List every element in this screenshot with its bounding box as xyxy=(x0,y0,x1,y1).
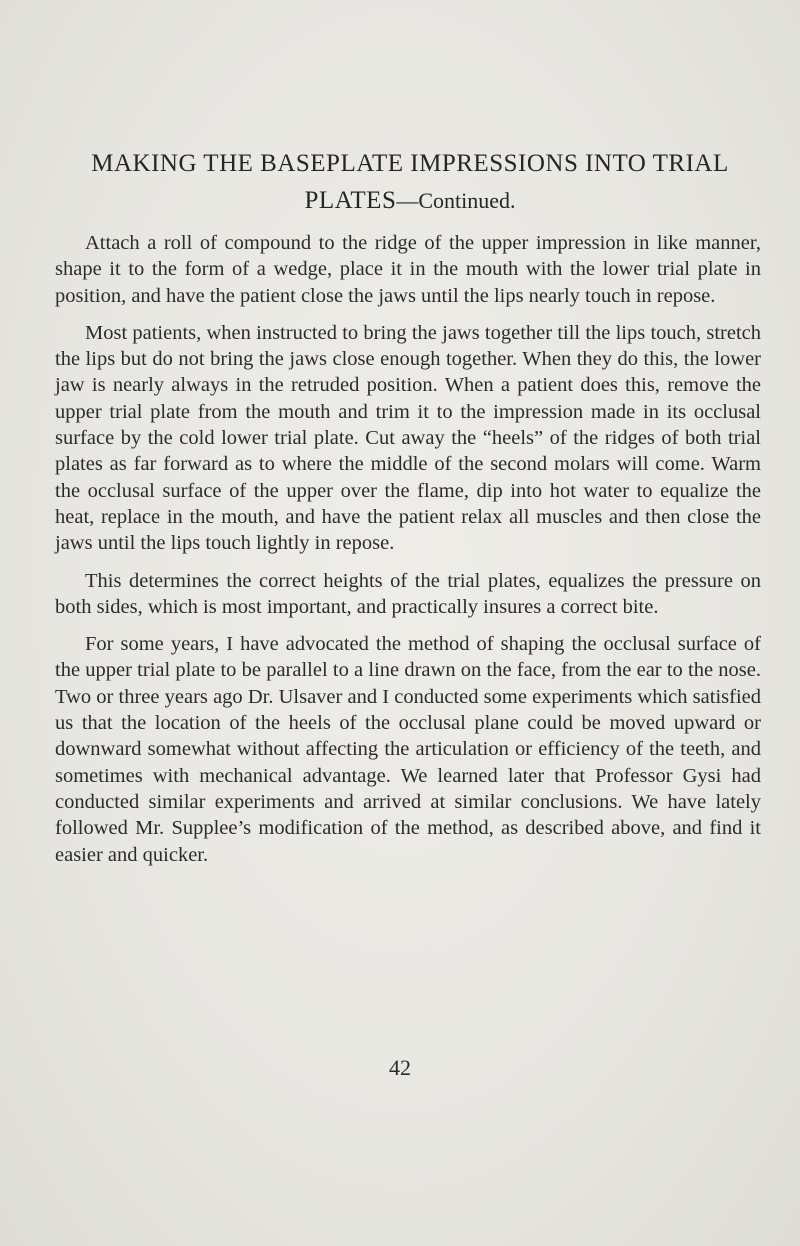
paragraph: Attach a roll of compound to the ridge of the upper impression in like manner, shape it to the form of a wedge, place it in the mouth with the lower trial plate in position, and have the patient close the jaws until the lips nearly touch in repose. xyxy=(55,232,761,307)
heading-line-2 xyxy=(60,182,760,219)
heading-line-1: MAKING THE BASEPLATE IMPRESSIONS INTO TRIAL xyxy=(91,150,729,177)
paragraph: This determines the correct heights of the trial plates, equalizes the pressure on both sides, which is most important, and practically insures a correct bite. xyxy=(55,569,761,618)
page-number: 42 xyxy=(389,1055,411,1080)
body-text xyxy=(55,230,761,879)
section-heading xyxy=(60,145,760,219)
paragraph: For some years, I have advocated the method of shaping the occlusal surface of the upper trial plate to be parallel to a line drawn on the face, from the ear to the nose. Two or three years ago Dr. Ulsaver and I conducted some experiments which satisfied us that the location of the heels of the occlusal plane could be moved upward or downward somewhat without affecting the articulation or efficiency of the teeth, and sometimes with mechanical advantage. We learned later that Professor Gysi had conducted similar experiments and arrived at similar conclusions. We have lately followed Mr. Supplee’s modification of the method, as described above, and find it easier and quicker. xyxy=(55,633,761,866)
heading-main: PLATES xyxy=(304,187,397,214)
paragraph: Most patients, when instructed to bring the jaws together till the lips touch, stretch the lips but do not bring the jaws close enough together. When they do this, the lower jaw is nearly always in the retruded position. When a patient does this, remove the upper trial plate from the mouth and trim it to the impression made in its occlusal surface by the cold lower trial plate. Cut away the “heels” of the ridges of both trial plates as far forward as to where the middle of the second molars will come. Warm the occlusal surface of the upper over the flame, dip into hot water to equalize the heat, replace in the mouth, and have the patient relax all muscles and then close the jaws until the lips touch lightly in repose. xyxy=(55,321,761,555)
heading-continued: —Continued. xyxy=(396,188,516,213)
